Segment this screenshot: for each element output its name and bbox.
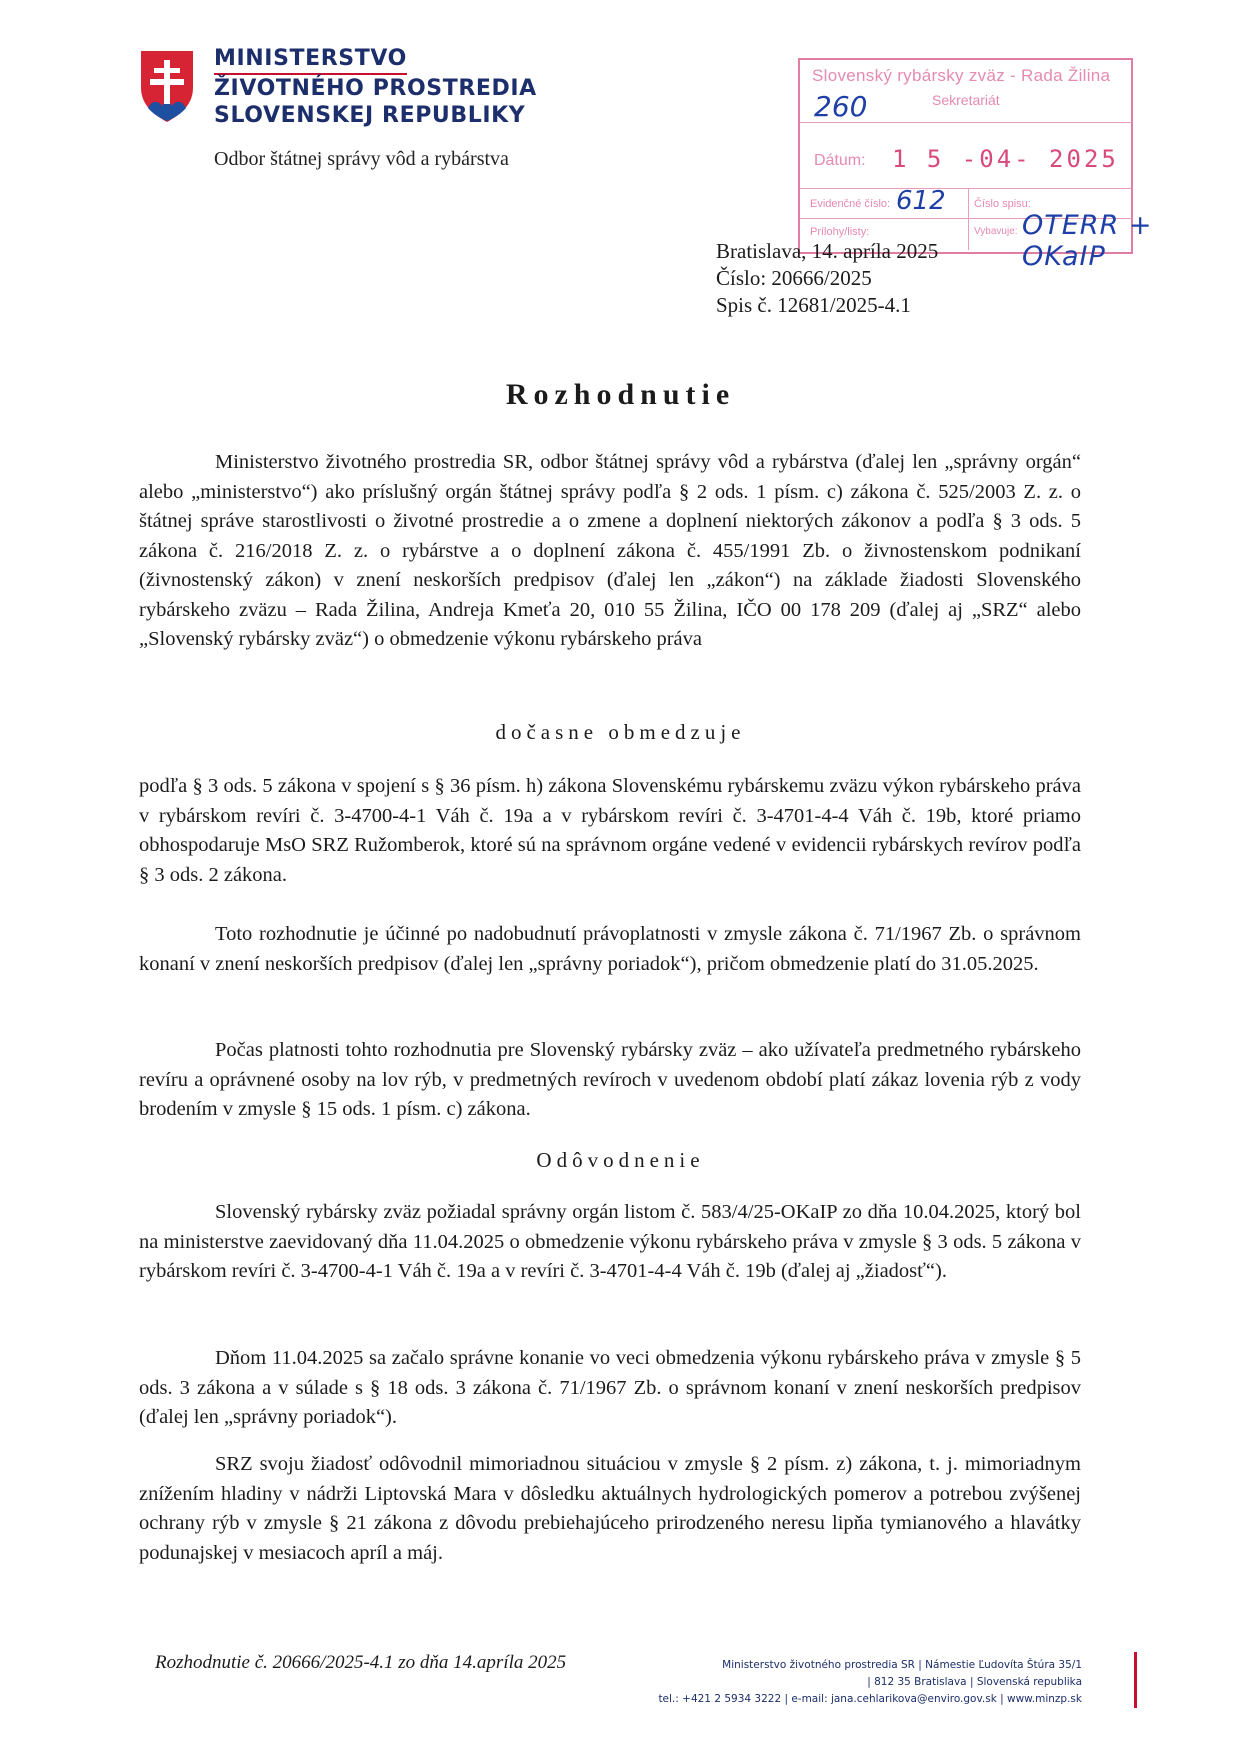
ministry-name-line3: SLOVENSKEJ REPUBLIKY: [214, 103, 526, 128]
document-title: Rozhodnutie: [505, 378, 736, 411]
stamp-subtitle: Sekretariát: [932, 92, 1000, 108]
intro-paragraph: Ministerstvo životného prostredia SR, odbor štátnej správy vôd a rybárstva (ďalej len „správny orgán“ alebo „ministerstvo“) ako príslušný orgán štátnej správy podľa § 2 ods. 1 písm. c) zákona č. 525/2003 Z. z. o štátnej správe starostlivosti o životné prostredie a o zmene a doplnení niektorých zákonov a podľa § 3 ods. 5 zákona č. 216/2018 Z. z. o rybárstve a o doplnení zákona č. 455/1991 Zb. o živnostenskom podnikaní (živnostenský zákon) v znení neskorších predpisov (ďalej len „zákon“) na základe žiadosti Slovenského rybárskeho zväzu – Rada Žilina, Andreja Kmeťa 20, 010 55 Žilina, IČO 00 178 209 (ďalej aj „SRZ“ alebo „Slovenský rybársky zväz“) o obmedzenie výkonu rybárskeho práva: [139, 451, 1081, 650]
justification-heading: Odôvodnenie: [536, 1148, 705, 1172]
stamp-attachments-label: Prílohy/listy:: [810, 226, 870, 238]
footer-document-reference: Rozhodnutie č. 20666/2025-4.1 zo dňa 14.apríla 2025: [155, 1652, 567, 1673]
stamp-handles-label: Vybavuje:: [974, 226, 1018, 237]
footer-contact-block: [640, 1657, 1082, 1708]
decision-paragraph: podľa § 3 ods. 5 zákona v spojení s § 36 písm. h) zákona Slovenskému rybárskemu zväzu výkon rybárskeho práva v rybárskom revíri č. 3-4700-4-1 Váh č. 19a a v rybárskom revíri č. 3-4701-4-4 Váh č. 19b, ktoré priamo obhospodaruje MsO SRZ Ružomberok, ktoré sú na správnom orgáne vedené v evidencii rybárskych revírov podľa § 3 ods. 2 zákona.: [139, 775, 1081, 886]
file-number: Spis č. 12681/2025-4.1: [716, 293, 911, 317]
footer-address-line2: | 812 35 Bratislava | Slovenská republika: [867, 1676, 1082, 1688]
ministry-name-line1: MINISTERSTVO: [214, 45, 407, 75]
stamp-title: Slovenský rybársky zväz - Rada Žilina: [812, 66, 1111, 85]
stamp-evidence-label: Evidenčné číslo:: [810, 198, 891, 210]
reason-paragraph: SRZ svoju žiadosť odôvodnil mimoriadnou situáciou v zmysle § 2 písm. z) zákona, t. j. mimoriadnym znížením hladiny v nádrži Liptovská Mara v dôsledku aktuálnych hydrologických pomerov a potrebou zvýšenej ochrany rýb v zmysle § 21 zákona z dôvodu prebiehajúceho prirodzeného neresu lipňa tymianového a hlavátky podunajskej v mesiacoch apríl a máj.: [139, 1453, 1081, 1564]
stamp-file-label: Číslo spisu:: [974, 198, 1031, 210]
ban-paragraph: Počas platnosti tohto rozhodnutia pre Slovenský rybársky zväz – ako užívateľa predmetného rybárskeho revíru a oprávnené osoby na lov rýb, v predmetných revíroch v uvedenom období platí zákaz lovenia rýb z vody brodením v zmysle § 15 ods. 1 písm. c) zákona.: [139, 1039, 1081, 1120]
footer-accent-bar: [1134, 1652, 1137, 1708]
coat-of-arms-icon: [138, 48, 196, 124]
request-paragraph: Slovenský rybársky zväz požiadal správny orgán listom č. 583/4/25-OKaIP zo dňa 10.04.2025, ktorý bol na ministerstve zaevidovaný dňa 11.04.2025 o obmedzenie výkonu rybárskeho práva v zmysle § 3 ods. 5 zákona v rybárskom revíri č. 3-4700-4-1 Váh č. 19a a v revíri č. 3-4701-4-4 Váh č. 19b (ďalej aj „žiadosť“).: [139, 1201, 1081, 1282]
ministry-name: [214, 45, 537, 129]
validity-paragraph: Toto rozhodnutie je účinné po nadobudnutí právoplatnosti v zmysle zákona č. 71/1967 Zb. o správnom konaní v znení neskorších predpisov (ďalej len „správny poriadok“), pričom obmedzenie platí do 31.05.2025.: [139, 923, 1081, 975]
reference-number: Číslo: 20666/2025: [716, 266, 872, 290]
place-and-date: Bratislava, 14. apríla 2025: [716, 239, 939, 263]
stamp-handwritten-number: 260: [814, 90, 868, 123]
ministry-name-line2: ŽIVOTNÉHO PROSTREDIA: [214, 76, 537, 101]
department-name: Odbor štátnej správy vôd a rybárstva: [214, 148, 509, 170]
proceedings-paragraph: Dňom 11.04.2025 sa začalo správne konanie vo veci obmedzenia výkonu rybárskeho práva v zmysle § 5 ods. 3 zákona a v súlade s § 18 ods. 3 zákona č. 71/1967 Zb. o správnom konaní v znení neskorších predpisov (ďalej len „správny poriadok“).: [139, 1347, 1081, 1428]
decision-heading: dočasne obmedzuje: [495, 720, 746, 744]
footer-contact-line: tel.: +421 2 5934 3222 | e-mail: jana.cehlarikova@enviro.gov.sk | www.minzp.sk: [658, 1693, 1082, 1705]
stamp-date-value: 1 5 -04- 2025: [892, 145, 1119, 173]
stamp-evidence-value: 612: [896, 186, 946, 216]
stamp-date-label: Dátum:: [814, 152, 866, 169]
footer-address-line1: Ministerstvo životného prostredia SR | Námestie Ľudovíta Štúra 35/1: [722, 1659, 1082, 1671]
stamp-handles-value: OTERR + OKaIP: [1022, 210, 1153, 272]
reference-block: [716, 238, 938, 319]
